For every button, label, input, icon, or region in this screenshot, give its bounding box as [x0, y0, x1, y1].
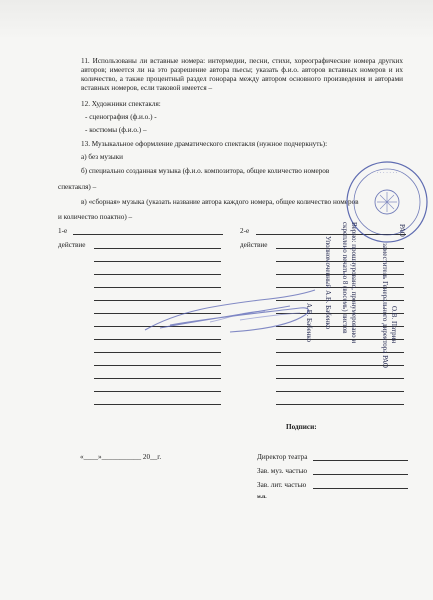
lit-head-label: Зав. лит. частью — [257, 481, 307, 489]
item-13-b: б) специально созданная музыка (ф.и.о. композитора, общее количество номеров — [81, 167, 330, 175]
music-head-line — [313, 474, 408, 475]
music-head-label: Зав. муз. частью — [257, 467, 308, 475]
item-12-scenography: - сценография (ф.и.о.) - — [85, 113, 157, 121]
item-13-c: в) «сборная» музыка (указать название автора каждого номера, общее количество номеров — [81, 198, 359, 206]
stamp-signer: А.В. Бабенко — [305, 303, 313, 342]
svg-text:· · · · · · ·: · · · · · · · — [376, 170, 398, 176]
item-12-costumes: - костюмы (ф.и.о.) – — [85, 126, 147, 134]
item-13-c-cont: и количество поактно) – — [58, 213, 133, 221]
date-field: «____»___________ 20__г. — [80, 453, 162, 461]
director-line — [313, 460, 408, 461]
stamp-sheets: скреплено печатью 8 (восемь) листов — [341, 222, 349, 334]
stamp-authorized: Уполномоченный А.В. Бабенко — [324, 236, 332, 330]
item-13-b-cont: спектакля) – — [58, 183, 97, 191]
director-label: Директор театра — [257, 453, 308, 461]
stamp-verified: Верно: прошнуровано, пронумеровано и — [350, 222, 358, 344]
act-1-label: действие — [58, 241, 86, 249]
act-1-number: 1-е — [58, 227, 68, 235]
top-shadow — [0, 0, 433, 40]
stamp-position: заместитель Генерального директора РАО — [381, 243, 389, 368]
lit-head-line — [313, 488, 408, 489]
act-2-label: действие — [240, 241, 268, 249]
act-1-line — [73, 234, 223, 235]
stamp-name: О.В. Патрин — [390, 306, 398, 344]
certification-stamp — [286, 158, 433, 388]
item-13-heading: 13. Музыкальное оформление драматического спектакля (нужное подчеркнуть): — [81, 140, 328, 148]
stamp-org: РАО — [398, 224, 406, 237]
item-13-a: а) без музыки — [81, 153, 124, 161]
item-11-text: 11. Использованы ли вставные номера: интермедии, песни, стихи, хореографические номера другких авторов; имеется ли на это разрешение автора пьесы; указать ф.и.о. авторов вставных номеров и их количество, а также процентный раздел гонорара между автором основного произведения и авторами вставных номеров, если таковой имеется – — [81, 57, 403, 92]
signatures-heading: Подписи: — [286, 423, 317, 431]
item-12-heading: 12. Художники спектакля: — [81, 100, 161, 108]
seal-place-label: м.п. — [257, 494, 267, 500]
act-2-number: 2-е — [240, 227, 250, 235]
